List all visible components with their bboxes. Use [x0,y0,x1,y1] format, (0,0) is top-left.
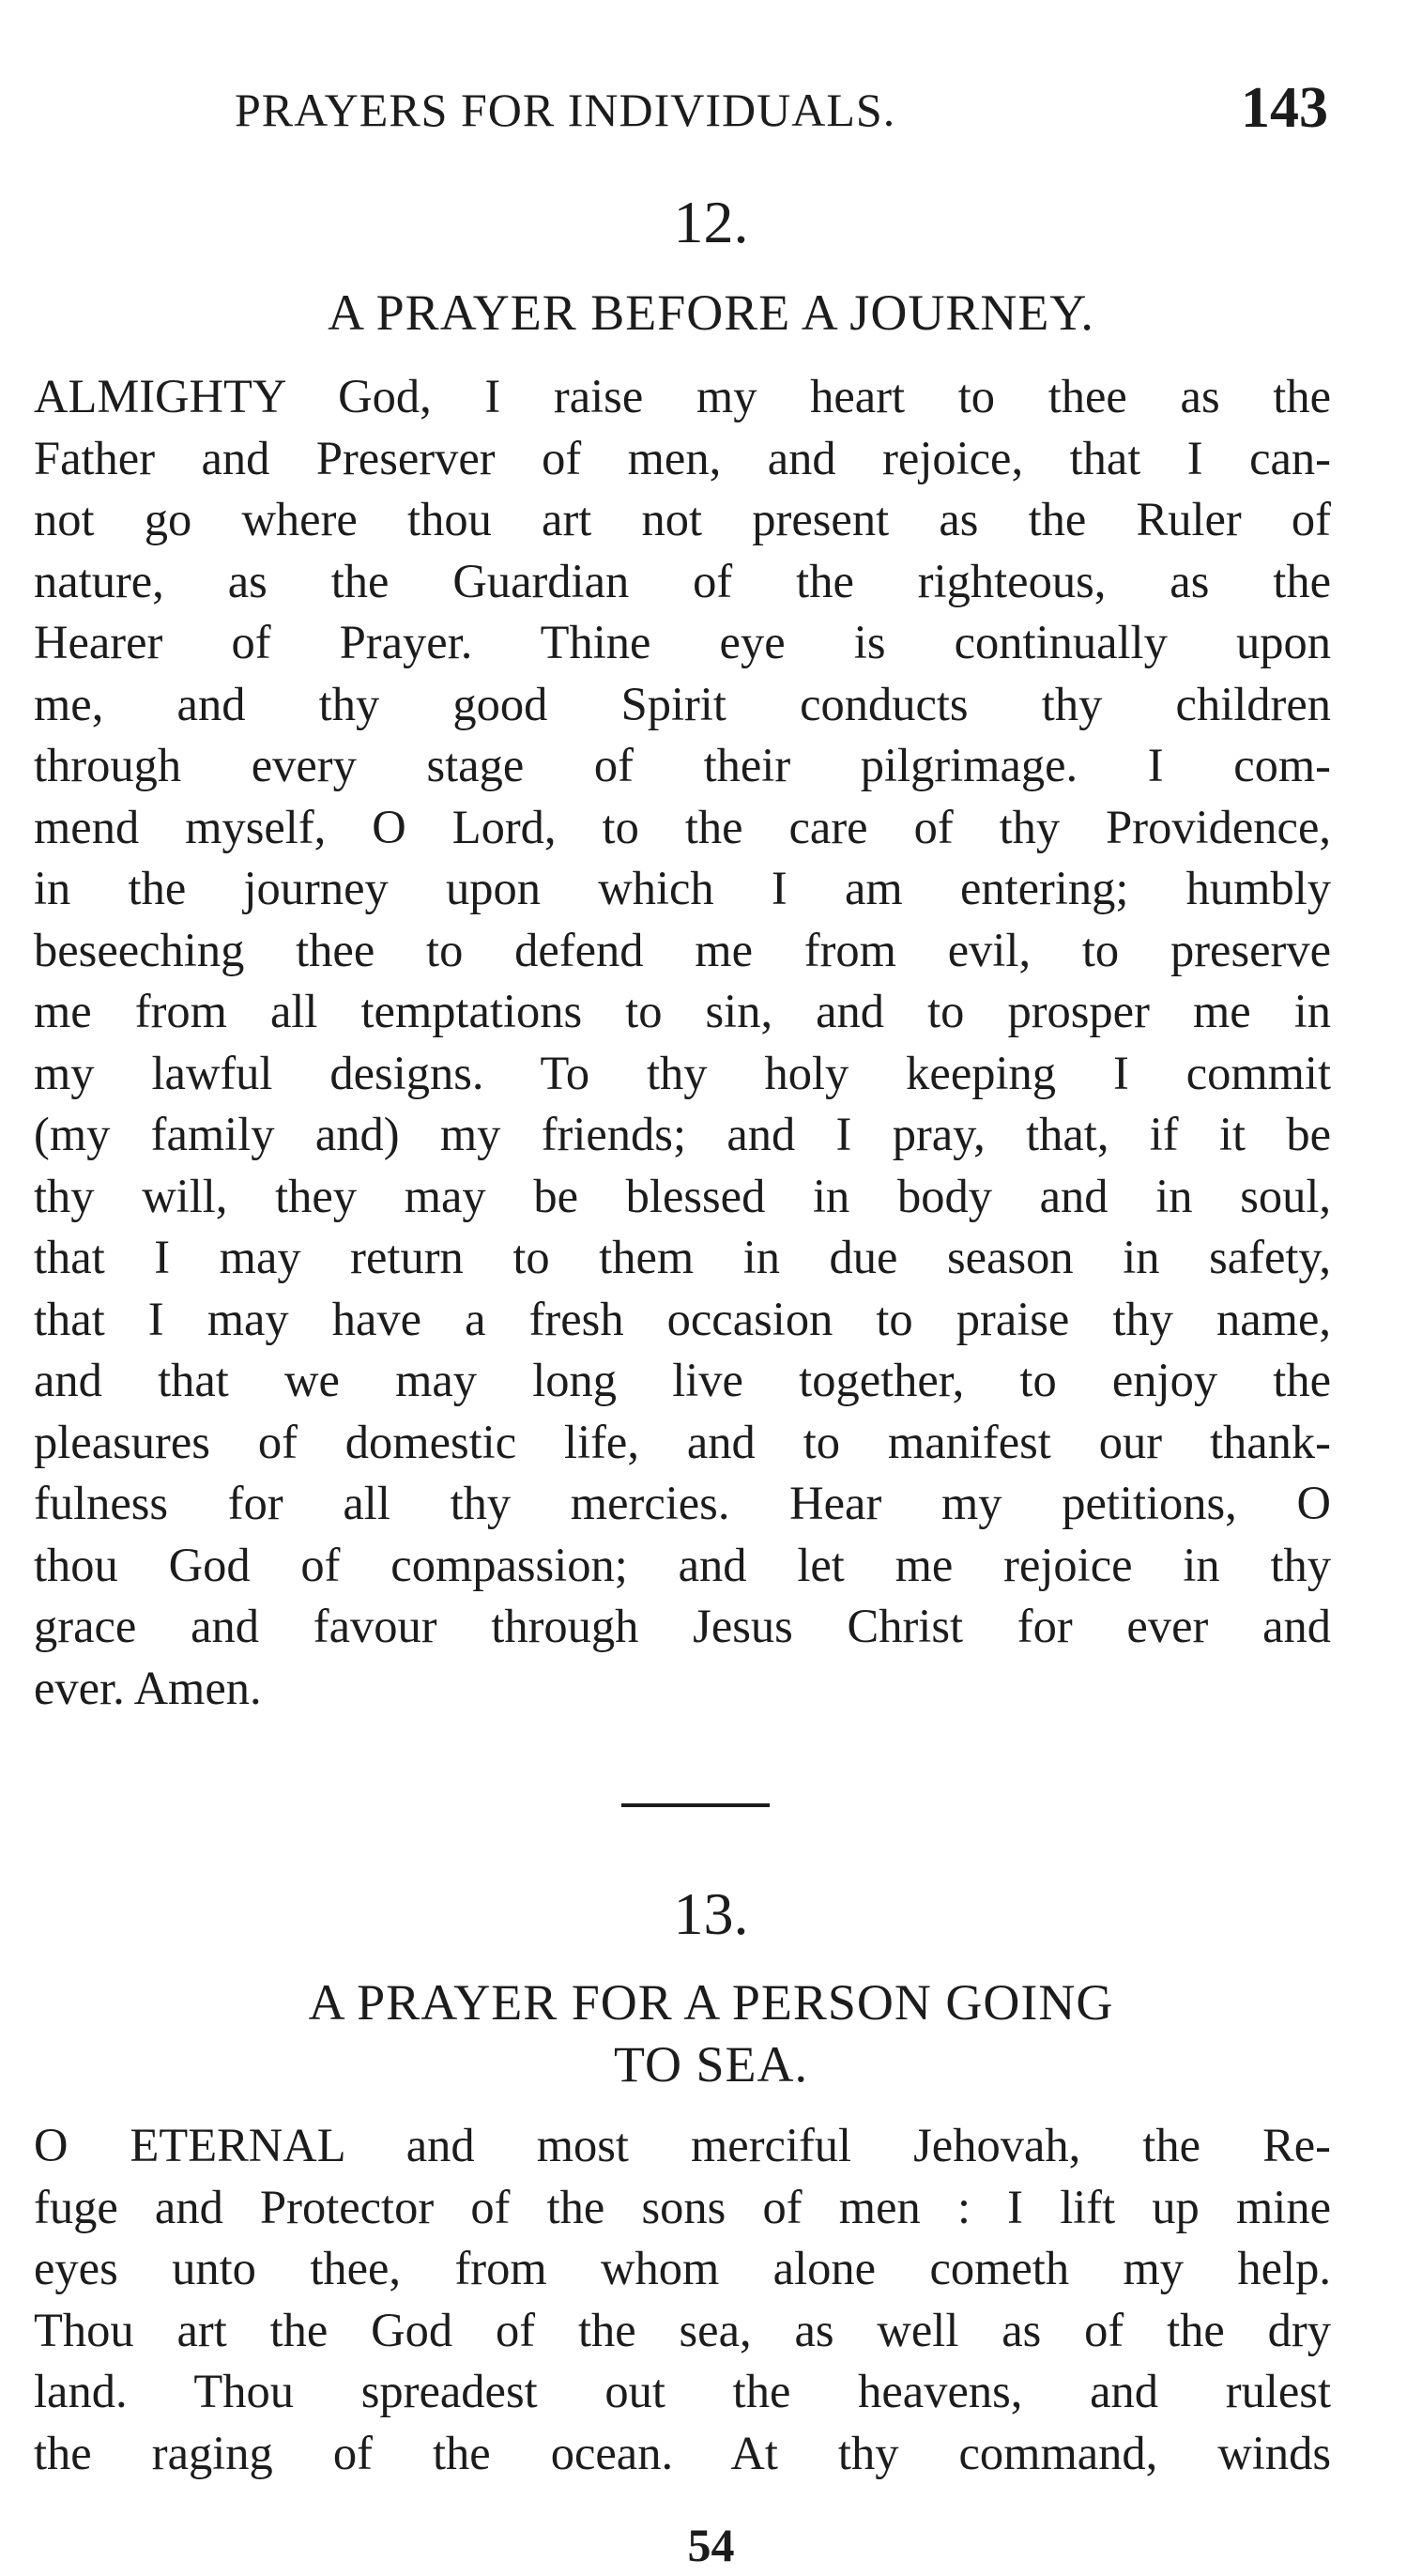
text-line: Thou art the God of the sea, as well as of the dry [34,2303,1331,2356]
text-line: Hearer of Prayer. Thine eye is continually upon [34,616,1331,668]
section-title-line: A PRAYER FOR A PERSON GOING [308,1974,1114,2031]
section-divider [621,1803,770,1807]
page-number: 143 [1241,76,1328,140]
text-line: (my family and) my friends; and I pray, that, if it be [34,1108,1331,1160]
text-line: in the journey upon which I am entering; humbly [34,862,1331,914]
text-line: fulness for all thy mercies. Hear my petitions, O [34,1477,1331,1529]
section-title [0,282,1422,344]
prayer-body [34,366,1331,1719]
text-line: beseeching thee to defend me from evil, to preserve [34,923,1331,976]
text-line: grace and favour through Jesus Christ for ever and [34,1600,1331,1652]
text-line: not go where thou art not present as the Ruler of [34,493,1331,545]
text-line: the raging of the ocean. At thy command, winds [34,2426,1331,2479]
section-title-line: A PRAYER BEFORE A JOURNEY. [328,284,1094,341]
text-line: me from all temptations to sin, and to prosper me in [34,985,1331,1037]
text-line: that I may have a fresh occasion to praise thy name, [34,1292,1331,1345]
text-line: eyes unto thee, from whom alone cometh my help. [34,2242,1331,2294]
text-line: land. Thou spreadest out the heavens, and rulest [34,2365,1331,2417]
text-line: mend myself, O Lord, to the care of thy Providence, [34,800,1331,853]
running-head: PRAYERS FOR INDIVIDUALS. [235,84,896,136]
text-line: and that we may long live together, to enjoy the [34,1354,1331,1406]
section-number: 13. [673,1880,749,1947]
text-line: pleasures of domestic life, and to manifest our thank- [34,1415,1331,1468]
section-title [0,1971,1422,2095]
prayer-body [34,2115,1331,2484]
text-line: ever. Amen. [34,1661,262,1714]
section-title-line: TO SEA. [613,2036,809,2093]
text-line: fuge and Protector of the sons of men : I lift up mine [34,2180,1331,2233]
signature-mark: 54 [687,2519,735,2571]
text-line: that I may return to them in due season in safety, [34,1231,1331,1283]
text-line: Father and Preserver of men, and rejoice, that I can- [34,431,1331,484]
text-line: thy will, they may be blessed in body and in soul, [34,1169,1331,1222]
text-line: O ETERNAL and most merciful Jehovah, the Re- [34,2119,1331,2171]
text-line: my lawful designs. To thy holy keeping I commit [34,1046,1331,1099]
text-line: through every stage of their pilgrimage. I com- [34,739,1331,791]
text-line: me, and thy good Spirit conducts thy children [34,677,1331,730]
text-line: ALMIGHTY God, I raise my heart to thee as the [34,370,1331,422]
text-line: thou God of compassion; and let me rejoice in thy [34,1538,1331,1591]
text-line: nature, as the Guardian of the righteous, as the [34,554,1331,607]
section-number: 12. [673,189,749,255]
